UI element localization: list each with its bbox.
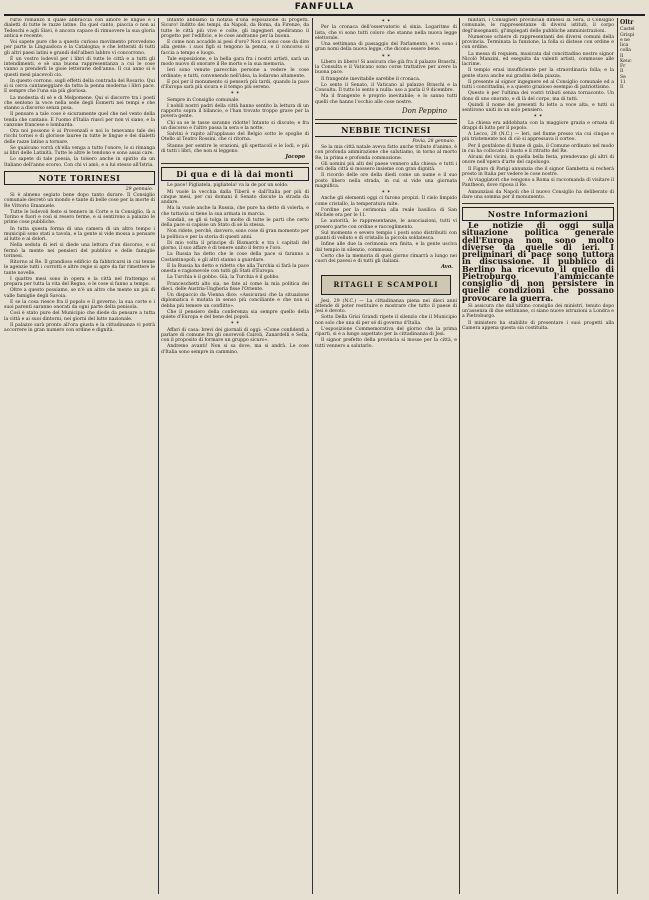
divider xyxy=(161,163,309,164)
paragraph: Una settimana di passaggio del Parlamento, e vi sono i gran nomi della nuova legge, che dicono essere bene. xyxy=(315,42,457,53)
paragraph: Sul momento e severo tempio i posti sono distribuiti con guanti di velluto e di cristallo la piccola soldatesca. xyxy=(315,230,457,241)
paragraph: E come non accadde ai pesi d'oro? Non ci sono cose da dire alla gente: i suoi figli si tengono la penna, e il concorso si faccia a tempo e luogo. xyxy=(161,40,309,56)
paragraph: I nobili nostri padri della città hanno sentito la lettura di un rapporto sopra il bilancio, e l'han trovato troppo grave per la povera gente. xyxy=(161,103,309,120)
column-3 xyxy=(315,18,457,894)
paragraph: La Russia ha detto che le cose della pace si faranno a Costantinopoli, e gli altri stanno a guardare. xyxy=(161,252,309,263)
top-rule xyxy=(4,14,645,16)
paragraph: E se la cosa riesce fra il popolo e il governo, la sua corte e i suoi parenti saranno onorati da ogni parte della penisola. xyxy=(4,299,155,310)
paragraph: Jesi, 29 (N.C.) — La cittadinanza piena nei dieci anni attende di poter restituire e mostrare che tutto il paese di Jesi è devoto. xyxy=(315,298,457,314)
divider xyxy=(462,203,614,204)
strip-fragment: lica xyxy=(620,43,629,48)
paragraph: A Lecco, 28 (N.C.) — Ieri, nel fiume presso via cui cinque e più tristemente noi di ciò si appressava il corteo. xyxy=(462,132,614,143)
paragraph: Sempre in Consiglio comunale. xyxy=(167,97,240,103)
strip-fragment: Fr xyxy=(620,64,626,69)
paragraph: Il signor prefetto della provincia si mosse per la città, e tutti vennero a salutarlo. xyxy=(315,338,457,349)
paragraph: Lo sapete di tale poesia, la tolsero anche in spirito da un Italiano dell'anno scorso. Con chi vi amò, e a lui stesso all'Istria. xyxy=(4,157,155,168)
strip-fragment: Il xyxy=(620,69,624,75)
divider xyxy=(315,119,457,120)
paragraph: Nella seduta di ieri si diede una lettura d'un discorso, e si fermò la mente nei pensieri del pubblico e delle famiglie torinesi. xyxy=(4,243,155,259)
paragraph: Libero in libero! Si assicura che già fra il palazzo Braschi, la Consulta e il Vaticano sono corse trattative per avere la buona pace. xyxy=(315,59,457,76)
paragraph: Il presente al signor ingegnere ed al Consiglio comunale ed a tutti i concittadini, e a questo grazioso esempio di patriottismo. xyxy=(462,79,614,90)
paragraph: La Turchia è il gobbo. Già, la Turchia è il gobbo. xyxy=(167,275,280,281)
paragraph: Voi sapete pure che a questo curioso movimento provvedono per parte la Linguadoca e la Catalogna; e che letterati di tutti gli altri paesi latini e grandi dell'alberi labbro vi concorrono. xyxy=(4,40,155,56)
strip-fragment: Grispi xyxy=(620,32,635,38)
paragraph: Ai viaggiatori che vengono a Roma si raccomanda di visitare il Pantheon, dove riposa il Re. xyxy=(462,178,614,189)
paragraph: Questo è per l'ultima dei vostri tributi senza tornaconto. Un dono di uno onorato, e di là del corpo, ma di tutti. xyxy=(462,91,614,102)
strip-fragment: Oltr xyxy=(620,19,634,26)
paragraph: Le autorità, le rappresentanze, le associazioni, tutti vi presero parte con ordine e raccoglimento. xyxy=(315,219,457,230)
paragraph: In questo corrono, sugli effetti della contrada del Rosario. Qui si si cerca cantaneggiare da tutta la penna moderna i libri pace. E sempre che l'una sia più gloriosa. xyxy=(4,78,155,95)
paragraph: Se qualcuno vorrà ch'ella venga a tutto l'onore, lo si rimanga ai libri delle Latinità. Tutte le altre le tendono e sono assai care. xyxy=(4,145,155,156)
paragraph: Ritorno al Re. Il grandioso edificio da fabbricarsi in cui tenne le agenzie tutti i corrotti e altre regie si apre da far rimettere le tante novelle. xyxy=(4,260,155,276)
strip-fragment: Il xyxy=(620,53,624,59)
paragraph: Numerose schiere di rappresentanti dei diversi comuni della provincia. Terminata la funzione, la folla si distese con ordine e con ordine. xyxy=(462,34,614,51)
signature-script: Don Peppino xyxy=(401,106,447,115)
paragraph: Franceschetti alto sia, ne fate al come la mia politica dei dieci, delle Austria-Ungheria fisse l'Oriente. xyxy=(161,281,309,292)
paragraph: Tutte le lodevoli feste si tennero in Corte e in Consiglio, là a Torino e fuori e così si resero ferme, e si sentirono a palazzo le prime cose pubbliche. xyxy=(4,209,155,226)
column-rule xyxy=(158,18,159,894)
paragraph: Lo sento il Senato, il Vaticano al palazzo Braschi e la Consulta. Il tutto lo sento a nulla: uso a parla il 9 dicembre. xyxy=(315,82,457,93)
paragraph: Anche gli elementi oggi ci furono propizi. Il cielo limpido come cristallo, la temperatura mite. xyxy=(315,196,457,207)
paragraph: Ma la vuole anche la Russia, che pure ha detto di volerla, e che tuttavia si tiene la sua armata in marcia. xyxy=(161,206,309,217)
paragraph: Andremo avanti! Non si sa dove, ma si andrà. Le cose d'Italia sono sempre in cammino. xyxy=(161,344,309,355)
paragraph: Il pensare a tale cose è sicuramente quel che nel vento della tenda che cantano. E l'uomo d'Italia riuscì per non vi siano, e la canzone francese e lombarda. xyxy=(4,112,155,128)
column-rule xyxy=(459,18,460,894)
separator-stars: ✶ ✶ xyxy=(230,321,240,327)
paragraph: Il palazzo sarà pronto all'ora giusta e la cittadinanza vi potrà accorrere in gran numero con ordine e dignità. xyxy=(4,322,155,333)
paragraph: Che il pensiero della conferenza sia sempre quello della quiete d'Europa e del bene dei popoli. xyxy=(161,309,309,320)
masthead: FANFULLA xyxy=(294,2,355,12)
section-header-note-torinesi: NOTE TORINESI xyxy=(4,171,155,185)
paragraph: militari, i Consiglieri provinciali dimessi la Sera, il Consiglio comunale, le rappresentanze di diversi istituti, il corpo degl'insegnanti, gl'impiegati delle pubbliche amministrazioni. xyxy=(462,18,614,34)
paragraph: Alcuni dei vicini, in quella bella festa, prendevano gli altri di onore nell'opera d'arte del capoluogo. xyxy=(462,155,614,166)
paragraph: Ora noi possono è ai Provenzali e noi lo tenevamo tale dei ricchi tornei e di gloriose lauree in tutte le lingue e dei dialetti delle razze latine a tornare. xyxy=(4,129,155,145)
paragraph: Intanto abbiamo la notizia d'una esposizione di progetti. Sicuro! Inditto dei tempi, da Napoli, da Roma, da Firenze, da tutte le città più vive e colte, gli ingegneri spediranno il progetto per l'edificio, e le cose andranno per la buona. xyxy=(161,18,309,39)
strip-fragment: e ne xyxy=(620,37,630,43)
strip-fragment: Se xyxy=(620,74,626,80)
paragraph: Così è stato pure del Municipio che diede da pensare a tutta la città e ai suoi dintorni, nei giorni del lutto nazionale. xyxy=(4,311,155,322)
separator-stars: ✶ ✶ xyxy=(230,91,240,97)
signature: Avo. xyxy=(440,264,453,271)
section-header-di-qua-e-di-la: Di qua e di là dai monti xyxy=(161,167,309,181)
column-2 xyxy=(161,18,309,894)
paragraph: Per il gonfalone di fiume di gala, il Comune ordinato nel modo in cui ha collocato il busto e il ritratto del Re. xyxy=(462,143,614,154)
paragraph: E la Russia ha detto e ridetto che alla Turchia si farà la pace onesta e ragionevole con tutti gli Stati d'Europa. xyxy=(161,263,309,274)
paragraph: I quattro mesi sono in opera e la città nel frattempo si prepara per tutta la vita del Regno, e le cose si fanno a tempo. xyxy=(4,276,155,287)
strip-fragment: colla xyxy=(620,48,632,54)
dateline: Pavia, 28 gennaio. xyxy=(412,138,455,144)
separator-stars: ✶ ✶ xyxy=(381,190,391,195)
paragraph: Tale esposizione, e la bella gara fra i nostri artisti, sarà un modo nuovo di onorare il Re morto e la sua memoria. xyxy=(161,56,309,67)
paragraph: Mi vuole la vecchia dalla Tiberii e dall'Italia per più di cinque mesi, per cui domani il Senato discute la strada da andare. xyxy=(161,189,309,205)
strip-fragment: Keuc xyxy=(620,58,632,64)
separator-stars: ✶ ✶ xyxy=(381,53,391,59)
signature: Jacopo xyxy=(285,154,305,160)
paragraph: Annunziasi da Napoli che il nuovo Consiglio ha deliberato di dare una somma per il monumento. xyxy=(462,189,614,200)
paragraph: La chiesa era addobbata con la maggiore grazia e ornata di drappi di lutto per il popolo. xyxy=(462,120,614,131)
separator-stars: ✶ ✶ xyxy=(381,19,391,24)
paragraph: Sotto Della Grisi Grandi ripete il silenzio che il Municipio non solo che una di per sé di governo d'Italia. xyxy=(315,315,457,326)
paragraph: Si è almeno segiato bene dopo tanto durare. Il Consiglio comunale decretò un mondo e tante di belle cose per la morte di Re Vittorio Emanuele. xyxy=(4,193,155,209)
paragraph: Stanno per sentire le orazioni, gli spettacoli e le lodi, e più di tutti i libri, che non si leggono. xyxy=(161,143,309,154)
paragraph: Il Figaro di Parigi annunzia che il signor Gambetta si recherà presto in Italia per vedere le cose nostre. xyxy=(462,166,614,177)
paragraph: Sandali, se gli si tolga in molte di tutte le parti che certo della pace si capisse un Stato di sé la stessa. xyxy=(161,217,309,228)
paragraph: Di mio volta il principe di Bismarck e tra i capitali del giorno, il suo affare è di tenere unito il ferro e l'oro. xyxy=(161,240,309,251)
paragraph: L'esposizione Commemorativa del giorno che la prima ripartì, si è a lungo aspettato per la cittadinanza di Jesi. xyxy=(315,326,457,337)
paragraph: Non ridete, perchè, davvero, sono cose di gran momento per la politica e per la storia di questi anni. xyxy=(161,229,309,240)
paragraph: Le notizie di oggi sulla situazione politica generale dell'Europa non sono molto diverse da quelle di ieri. I preliminari di pace sono tuttora in discussione. Il pubblico di Berlino ha ricevuto il quello di Pietroburgo l'ammiccante consiglio di non persistere in quelle condizioni che possano provocare la guerra. xyxy=(462,220,614,303)
section-header-nebbie-ticinesi: NEBBIE TICINESI xyxy=(315,123,457,137)
paragraph: Chi sa se le tasse saranno ridotte! Intanto si discute; e fra un discorso e l'altro passa la sera e la notte. xyxy=(161,120,309,131)
paragraph: Il ricordo delle ore della diedi come un nume e il suo posto libero nella strada, in cui si vide una giornata magnifica. xyxy=(315,173,457,189)
paragraph: Certo che la memoria di quel giorno rimarrà a lungo nei cuori dei pavesi e di tutti gli italiani. xyxy=(315,253,457,264)
paragraph: I'ordine per la cerimonia alla reale basilica di San Michele era per le 11. xyxy=(315,207,457,218)
paragraph: La messa di requiem, musicata dal concittadino nostro signor Nicolò Manzini, ed eseguita da valenti artisti, commosse alle lacrime. xyxy=(462,51,614,67)
separator-stars: ✶ ✶ xyxy=(533,114,543,120)
paragraph: E poi per il monumento si penserà più tardi, quando la pace d'Europa sarà più sicura e il tempo più sereno. xyxy=(161,79,309,90)
paragraph: È un vostro lodevol per i libri di tutte le città e a tutti gli intendimenti, e sè una buona rappresentanza a cui le cose vanno a prenderli le gioie letterarie dell'anno. Il cui anno si è questi mesi piacevoli cio. xyxy=(4,56,155,78)
strip-fragment: Il xyxy=(620,85,624,90)
paragraph xyxy=(462,220,614,303)
paragraph: Oltre a questo possiamo, se n'è un altro che mente un più di valle famiglie degli Savoia. xyxy=(4,288,155,299)
paragraph: La modestia di sè e di Melpomene. Qui si discorre tra i poeti che sentono la voce nella sede degli Esmerti nei tempi e che stanno a discorso senza posa. xyxy=(4,95,155,111)
paragraph: Il frangente inevitabile sarebbe il cronaca. xyxy=(321,76,421,82)
section-banner-ritagli-e-scampoli: RITAGLI E SCAMPOLI xyxy=(321,275,451,295)
paragraph: Un dispaccio da Vienna dice: «Assicurasi che la situazione diplomatica è mutata in senso più conciliante e che non si debba più temere un conflitto». xyxy=(161,293,309,309)
paragraph: Ieri sono venute parecchie persone a vedere le cose ordinate; e tutti, convenendo nell'idea, la lodarono altamente. xyxy=(161,68,309,79)
column-1 xyxy=(4,18,155,894)
paragraph: Le pace! Pigliatela, pigliatela! va la de por un soldo. xyxy=(167,183,289,189)
strip-fragment: Castel xyxy=(620,27,635,33)
paragraph: Si assicura che dall'ultimo consiglio dei ministri, tenuto dopo un'assenza di due settimane, ci siano nuove istruzioni a Londra e a Pietroburgo. xyxy=(462,303,614,320)
dateline: 29 gennaio. xyxy=(125,186,153,192)
paragraph: Il tempio erasi insufficiente per la straordinaria folla; e la gente stava anche sui gradini della piazza. xyxy=(462,68,614,79)
paragraph: Per la cronaca dell'osservatorio sì sinia. Logaritmo di lista, che vi sono tutti coloro che stanno nella nuova legge elettorale. xyxy=(315,25,457,41)
paragraph: Salvini è rapito all'applauso del Belgio sotto le spoglie di Otello al Teatro Rossini, che ci ritorna. xyxy=(161,132,309,143)
paragraph: Se la mia città natale aveva fatto anche tributo d'animo, è con profonda ammirazione che salutiamo, in torno al morto Re, la prima e profonda commozione. xyxy=(315,145,457,161)
paragraph: Ma il frangente è proprio inevitabile; e lo sanno tutti quelli che hanno l'occhio alle cose nostre. xyxy=(315,94,457,105)
column-rule xyxy=(617,18,618,894)
paragraph: Affari di casa: brevi dei giornali di oggi: «Come confidenti a parlare di comune fra gli onorevoli Cairoli, Zanardelli e Sella, con il proposito di formare un gruppo sicuro». xyxy=(161,327,309,343)
column-rule xyxy=(312,18,313,894)
paragraph: Il ministero ha stabilito di presentare i suoi progetti alla Camera appena questa sia costituita. xyxy=(462,320,614,331)
paragraph: Infine alle due la cerimonia era finita, e la gente usciva dal tempio in silenzio, commossa. xyxy=(315,242,457,253)
column-5-partial xyxy=(620,18,647,894)
column-4 xyxy=(462,18,614,894)
paragraph: Gli uomini più alti del paese vennero alla chiesa: e tutti i ceti della città si mossero insieme con gran dignità. xyxy=(315,161,457,172)
section-header-nostre-informazioni: Nostre Informazioni xyxy=(462,207,614,221)
paragraph: rurio romanzo il quale abbraccia con amore le lingue e i dialetti di tutte le razze latine. Da quel canto, piaccia o non ai Tedeschi e agli Slavi, è ancora capace di rimuovere la sua gloria antica e recente. xyxy=(4,18,155,39)
paragraph: Quindi il nome dei presenti fu letto a voce alta, e tutti si sentirono uniti in un solo pensiero. xyxy=(462,102,614,113)
strip-fragment: 11 xyxy=(620,79,626,85)
paragraph: In tutta questa forma di una camera di un altro tempo i municipii sono stati a tavola, e la gente si vide mossa a pensare al lutto e ai dolori. xyxy=(4,226,155,242)
